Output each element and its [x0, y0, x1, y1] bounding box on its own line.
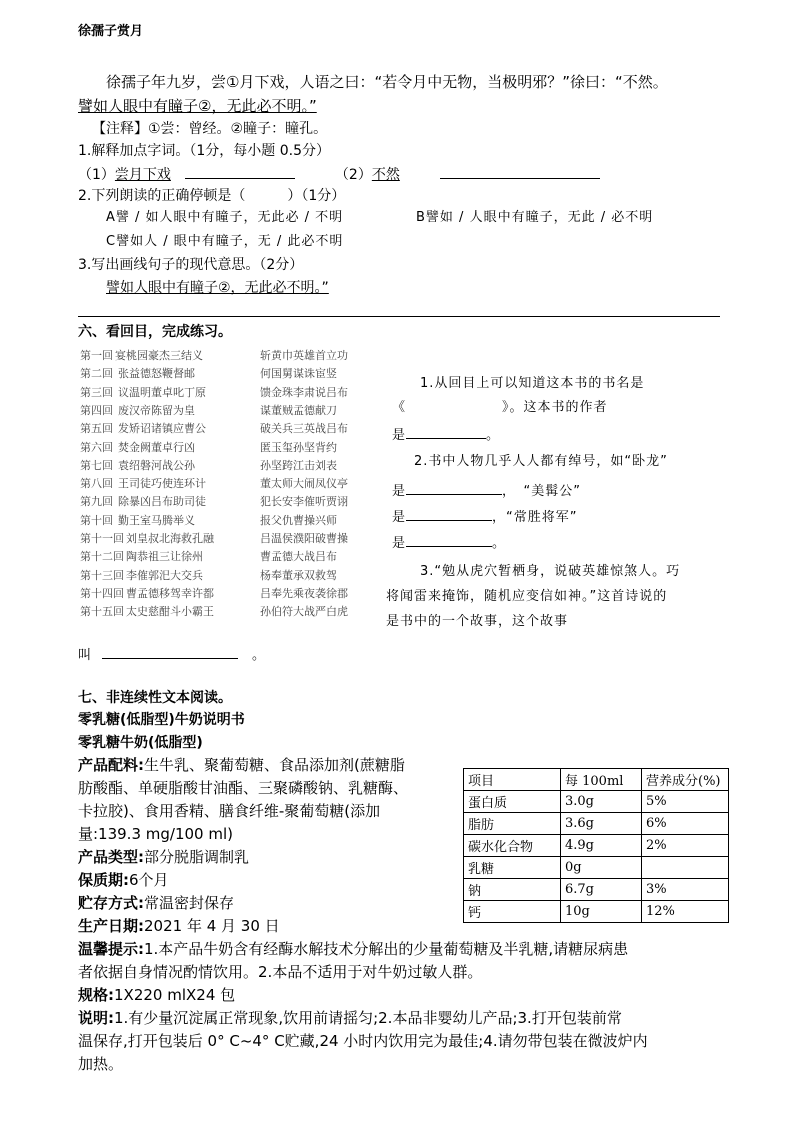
table-cell: 5% [642, 791, 729, 813]
q1b-num: （2） [334, 167, 372, 183]
passage-line: 徐孺子年九岁，尝①月下戏，人语之曰：“若令月中无物，当极明邪？”徐曰：“不然。 [106, 73, 668, 91]
description: 温保存,打开包装后 0° C~4° C贮藏,24 小时内饮用完为最佳;4.请勿带包装在微波炉内 [78, 1032, 648, 1050]
section-6-heading: 六、看回目，完成练习。 [78, 324, 232, 340]
chapter-number: 第十三回 [80, 568, 124, 582]
ingredients: 量:139.3 mg/100 ml) [78, 825, 233, 843]
chapter-number: 第十四回 [80, 586, 124, 600]
chapter-title: 破关兵三英战吕布 [260, 422, 348, 436]
answer-blank[interactable] [406, 424, 486, 439]
chapter-number: 第一回 [80, 349, 113, 362]
chapter-title: 董太师大闹凤仪亭 [260, 477, 348, 491]
chapter-title: 吕温侯濮阳破曹操 [260, 532, 348, 545]
q1a-num: （1） [78, 167, 115, 183]
table-cell [642, 857, 729, 879]
divider [78, 316, 720, 317]
label: 规格: [78, 986, 114, 1004]
header-cell: 营养成分(%) [642, 769, 729, 791]
option-c: C譬如人 / 眼中有瞳子，无 / 此必不明 [106, 234, 344, 249]
table-cell: 3.6g [561, 813, 642, 835]
table-cell: 10g [561, 901, 642, 923]
table-cell: 蛋白质 [464, 791, 561, 813]
label: 温馨提示: [78, 940, 144, 958]
label: 是 [392, 428, 407, 443]
label: 产品配料: [78, 756, 144, 774]
label: 贮存方式: [78, 894, 144, 912]
chapter-number: 第二回 [80, 367, 113, 381]
table-cell: 3.0g [561, 791, 642, 813]
table-cell: 6% [642, 813, 729, 835]
chapter-number: 第十一回 [80, 532, 124, 545]
chapter-number: 第七回 [80, 458, 113, 472]
chapter-title: 孙伯符大战严白虎 [260, 605, 348, 619]
header-cell: 每 100ml [561, 769, 642, 791]
q6-3-line: 是书中的一个故事，这个故事 [386, 614, 569, 629]
storage: 常温密封保存 [144, 894, 235, 912]
shelf-life: 6个月 [129, 871, 169, 889]
answer-blank[interactable] [406, 480, 502, 495]
label: 是 [392, 510, 407, 525]
table-row [464, 835, 729, 857]
label: 叫 [78, 648, 93, 663]
table-cell: 钠 [464, 879, 561, 901]
chapter-title: 太史慈酣斗小霸王 [126, 605, 214, 619]
chapter-number: 第三回 [80, 385, 113, 399]
chapter-number: 第八回 [80, 477, 113, 491]
chapter-number: 第九回 [80, 495, 113, 509]
label: 保质期: [78, 871, 129, 889]
question-3: 3.写出画线句子的现代意思。（2分） [78, 257, 304, 273]
table-cell: 6.7g [561, 879, 642, 901]
leaflet-subtitle: 零乳糖牛奶(低脂型) [78, 735, 203, 751]
ingredients: 生牛乳、聚葡萄糖、食品添加剂(蔗糖脂 [144, 756, 405, 774]
chapter-title: 除暴凶吕布助司徒 [118, 495, 206, 509]
label: 说明: [78, 1009, 114, 1027]
chapter-title: 废汉帝陈留为皇 [118, 403, 195, 417]
chapter-title: 匿玉玺孙坚背约 [260, 440, 337, 454]
book-bracket-open: 《 [392, 400, 407, 415]
chapter-number: 第十五回 [80, 605, 124, 619]
answer-blank[interactable] [440, 164, 600, 179]
chapter-title: 曹孟德大战吕布 [260, 550, 337, 564]
chapter-title: 袁绍磐河战公孙 [118, 458, 195, 472]
chapter-title: 议温明董卓叱丁原 [118, 385, 206, 399]
option-b: B譬如 / 人眼中有瞳子，无此 / 必不明 [416, 210, 654, 225]
chapter-title: 焚金阙董卓行凶 [118, 440, 195, 454]
option-a: A譬 / 如人眼中有瞳子，无此必 / 不明 [106, 210, 344, 225]
q6-1-author: 》。这本书的作者 [502, 400, 608, 415]
chapter-number: 第六回 [80, 440, 113, 454]
label: 产品类型: [78, 848, 144, 866]
q6-3-line: 将闻雷来掩饰，随机应变信如神。”这首诗说的 [386, 589, 668, 604]
label: ，“常胜将军” [492, 510, 578, 525]
ingredients: 肪酸酯、单硬脂酸甘油酯、三聚磷酸钠、乳糖酶、 [78, 779, 409, 797]
answer-blank[interactable] [406, 532, 492, 547]
description: 1.有少量沉淀属正常现象,饮用前请摇匀;2.本品非婴幼儿产品;3.打开包装前常 [114, 1009, 622, 1027]
chapter-title: 曹孟德移驾幸许都 [126, 586, 214, 600]
tip: 1.本产品牛奶含有经酶水解技术分解出的少量葡萄糖及半乳糖,请糖尿病患 [144, 940, 629, 958]
table-cell: 12% [642, 901, 729, 923]
table-cell: 碳水化合物 [464, 835, 561, 857]
q6-3: 3.“勉从虎穴暂栖身，说破英雄惊煞人。巧 [420, 564, 681, 579]
nutrition-table [463, 768, 729, 923]
answer-blank[interactable] [185, 164, 295, 179]
chapter-title: 勤王室马腾举义 [118, 513, 195, 527]
chapter-title: 斩黄巾英雄首立功 [260, 349, 348, 362]
production-date: 2021 年 4 月 30 日 [144, 917, 280, 935]
table-cell: 3% [642, 879, 729, 901]
spec: 1X220 mlX24 包 [114, 986, 236, 1004]
label: 。 [252, 648, 267, 663]
q6-2: 2.书中人物几乎人人都有绰号，如“卧龙” [414, 454, 668, 469]
chapter-title: 宴桃园豪杰三结义 [115, 349, 203, 362]
table-cell: 乳糖 [464, 857, 561, 879]
tip: 者依据自身情况酌情饮用。2.本品不适用于对牛奶过敏人群。 [78, 963, 483, 981]
table-cell: 钙 [464, 901, 561, 923]
chapter-number: 第十回 [80, 513, 113, 527]
q3-sentence: 譬如人眼中有瞳子②，无此必不明。” [106, 280, 329, 296]
q1a-term: 尝月下戏 [114, 167, 171, 183]
chapter-title: 张益德怒鞭督邮 [118, 367, 195, 381]
chapter-title: 王司徒巧使连环计 [118, 477, 206, 491]
chapter-number: 第四回 [80, 403, 113, 417]
table-cell: 4.9g [561, 835, 642, 857]
chapter-title: 李傕郭汜大交兵 [126, 568, 203, 582]
passage-underlined: 譬如人眼中有瞳子②，无此必不明。” [78, 97, 317, 115]
answer-blank[interactable] [102, 644, 238, 659]
chapter-title: 杨奉董承双救驾 [260, 568, 337, 582]
q6-1: 1.从回目上可以知道这本书的书名是 [420, 376, 645, 391]
chapter-title: 犯长安李傕听贾诩 [260, 495, 348, 509]
chapter-number: 第十二回 [80, 550, 124, 564]
leaflet-title: 零乳糖(低脂型)牛奶说明书 [78, 712, 245, 728]
question-1: 1.解释加点字词。（1分，每小题 0.5分） [78, 143, 330, 159]
chapter-title: 陶恭祖三让徐州 [126, 550, 203, 564]
table-header-row [464, 769, 729, 791]
ingredients: 卡拉胶)、食用香精、膳食纤维-聚葡萄糖(添加 [78, 802, 381, 820]
table-cell: 2% [642, 835, 729, 857]
table-row [464, 813, 729, 835]
chapter-title: 孙坚跨江击刘表 [260, 458, 337, 472]
annotation: 【注释】①尝：曾经。②瞳子：瞳孔。 [92, 121, 328, 137]
table-cell: 0g [561, 857, 642, 879]
question-2: 2.下列朗读的正确停顿是（ ）（1分） [78, 188, 346, 204]
label: 生产日期: [78, 917, 144, 935]
chapter-title: 发矫诏诸镇应曹公 [118, 422, 206, 436]
section-7-heading: 七、非连续性文本阅读。 [78, 690, 232, 706]
answer-blank[interactable] [406, 506, 492, 521]
table-row [464, 901, 729, 923]
chapter-title: 馈金珠李肃说吕布 [260, 385, 348, 399]
label: 是 [392, 536, 407, 551]
table-row [464, 879, 729, 901]
label: 是 [392, 484, 407, 499]
label: 。 [492, 536, 507, 551]
chapter-title: 吕奉先乘夜袭徐郡 [260, 586, 348, 600]
table-row [464, 791, 729, 813]
story-title: 徐孺子赏月 [78, 24, 144, 39]
chapter-title: 谋董贼孟德献刀 [260, 403, 337, 417]
q1b-term: 不然 [371, 167, 400, 183]
table-cell: 脂肪 [464, 813, 561, 835]
label: 。 [486, 428, 501, 443]
chapter-title: 报父仇曹操兴师 [260, 513, 337, 527]
header-cell: 项目 [464, 769, 561, 791]
chapter-title: 刘皇叔北海救孔融 [126, 532, 214, 545]
table-row [464, 857, 729, 879]
chapter-title: 何国舅谋诛宦竖 [260, 367, 337, 381]
chapter-number: 第五回 [80, 422, 113, 436]
description: 加热。 [78, 1055, 124, 1073]
product-type: 部分脱脂调制乳 [144, 848, 250, 866]
label: ， “美髯公” [502, 484, 581, 499]
